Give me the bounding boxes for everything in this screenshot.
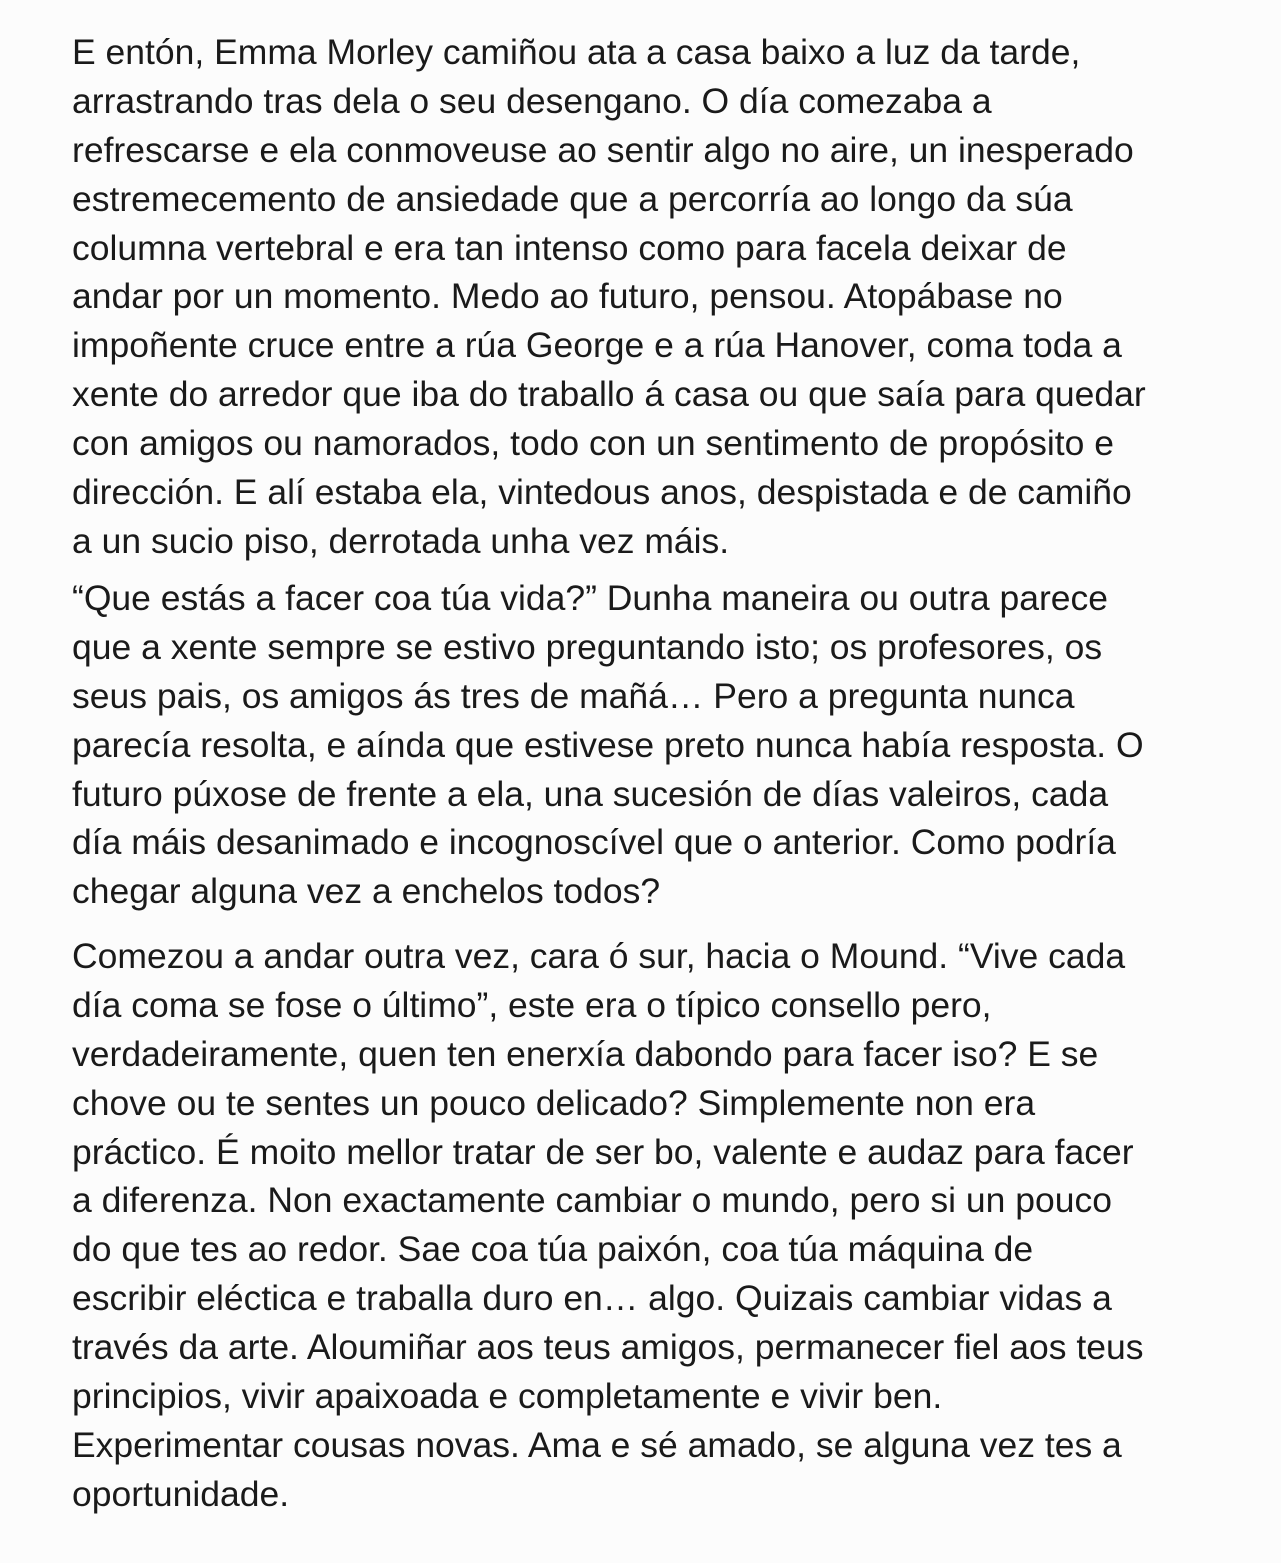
- paragraph-1: [72, 28, 1257, 566]
- text-line: columna vertebral e era tan intenso como para facela deixar de: [72, 227, 1067, 268]
- text-line: escribir eléctica e traballa duro en… algo. Quizais cambiar vidas a: [72, 1278, 1112, 1319]
- text-line: día máis desanimado e incognoscível que o anterior. Como podría: [72, 822, 1116, 863]
- paragraph-2: [72, 574, 1257, 916]
- paragraph-3: [72, 932, 1257, 1519]
- text-line: andar por un momento. Medo ao futuro, pensou. Atopábase no: [72, 276, 1063, 317]
- text-line: principios, vivir apaixoada e completamente e vivir ben.: [72, 1376, 943, 1417]
- text-line: práctico. É moito mellor tratar de ser bo, valente e audaz para facer: [72, 1131, 1134, 1172]
- text-line: oportunidade.: [72, 1473, 290, 1514]
- text-line: día coma se fose o último”, este era o típico consello pero,: [72, 984, 992, 1025]
- text-line: chove ou te sentes un pouco delicado? Simplemente non era: [72, 1082, 1036, 1123]
- text-line: con amigos ou namorados, todo con un sentimento de propósito e: [72, 423, 1114, 464]
- text-line: E entón, Emma Morley camiñou ata a casa baixo a luz da tarde,: [72, 32, 1081, 72]
- text-line: a un sucio piso, derrotada unha vez máis.: [72, 520, 730, 561]
- text-line: arrastrando tras dela o seu desengano. O día comezaba a: [72, 80, 992, 121]
- text-line: seus pais, os amigos ás tres de mañá… Pero a pregunta nunca: [72, 675, 1075, 716]
- text-line: a diferenza. Non exactamente cambiar o mundo, pero si un pouco: [72, 1180, 1112, 1221]
- text-line: do que tes ao redor. Sae coa túa paixón, coa túa máquina de: [72, 1229, 1034, 1270]
- text-line: que a xente sempre se estivo preguntando isto; os profesores, os: [72, 626, 1103, 667]
- text-line: través da arte. Aloumiñar aos teus amigos, permanecer fiel aos teus: [72, 1327, 1144, 1368]
- text-line: xente do arredor que iba do traballo á casa ou que saía para quedar: [72, 374, 1146, 415]
- text-line: refrescarse e ela conmoveuse ao sentir algo no aire, un inesperado: [72, 129, 1134, 170]
- text-line: parecía resolta, e aínda que estivese preto nunca había resposta. O: [72, 724, 1144, 765]
- text-line: estremecemento de ansiedade que a percorría ao longo da súa: [72, 178, 1073, 219]
- text-line: chegar alguna vez a enchelos todos?: [72, 871, 661, 912]
- text-line: “Que estás a facer coa túa vida?” Dunha maneira ou outra parece: [72, 578, 1109, 618]
- text-line: verdadeiramente, quen ten enerxía dabondo para facer iso? E se: [72, 1033, 1099, 1074]
- text-line: dirección. E alí estaba ela, vintedous anos, despistada e de camiño: [72, 472, 1132, 513]
- text-line: Experimentar cousas novas. Ama e sé amado, se alguna vez tes a: [72, 1424, 1122, 1465]
- text-line: impoñente cruce entre a rúa George e a rúa Hanover, coma toda a: [72, 325, 1122, 366]
- text-line: futuro púxose de frente a ela, una sucesión de días valeiros, cada: [72, 773, 1109, 814]
- text-line: Comezou a andar outra vez, cara ó sur, hacia o Mound. “Vive cada: [72, 936, 1126, 976]
